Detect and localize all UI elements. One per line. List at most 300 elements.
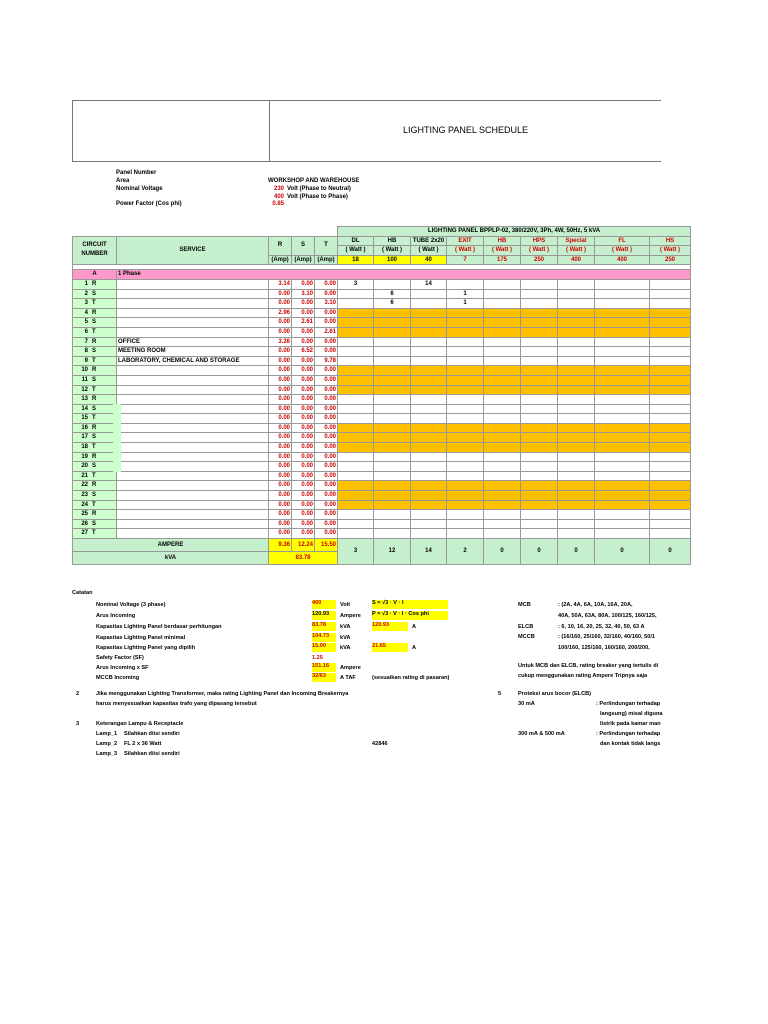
fixture-qty-cell xyxy=(484,491,521,501)
section-label: 1 Phase xyxy=(117,270,691,280)
r-amp-cell: 2.61 xyxy=(292,318,315,328)
service-cell xyxy=(117,452,269,462)
r-amp-header: (Amp) xyxy=(269,255,292,265)
section-code: A xyxy=(73,270,117,280)
circuit-number-cell xyxy=(73,471,117,481)
r-amp-cell: 0.00 xyxy=(292,491,315,501)
fixture-qty-cell xyxy=(521,404,558,414)
fixture-qty-cell xyxy=(338,500,374,510)
fixture-qty-cell xyxy=(338,423,374,433)
fixture-qty-cell xyxy=(521,299,558,309)
r-header: R xyxy=(269,236,292,255)
fixture-watt-label-2: ( Watt ) xyxy=(411,246,447,256)
fixture-qty-cell xyxy=(484,433,521,443)
fixture-qty-cell xyxy=(484,471,521,481)
fixture-name-4: HB xyxy=(484,236,521,246)
fixture-qty-cell xyxy=(558,443,595,453)
ampere-label: AMPERE xyxy=(73,539,269,552)
fixture-qty-cell xyxy=(484,318,521,328)
circuit-number: 23 xyxy=(81,492,88,499)
r-amp-cell: 0.00 xyxy=(269,414,292,424)
circuit-number: 20 xyxy=(81,463,88,470)
kapasitas-minimal-unit: kVA xyxy=(340,635,351,641)
fixture-qty-cell xyxy=(484,395,521,405)
fixture-qty-cell xyxy=(650,462,691,472)
fixture-qty-cell xyxy=(558,395,595,405)
fixture-qty-cell xyxy=(595,481,650,491)
fixture-qty-cell xyxy=(595,404,650,414)
fixture-qty-cell xyxy=(484,356,521,366)
safety-factor-note: Safety Factor (SF) xyxy=(96,655,144,661)
fixture-qty-cell xyxy=(411,289,447,299)
fixture-qty-cell xyxy=(521,414,558,424)
fixture-qty-cell xyxy=(558,279,595,289)
service-header: SERVICE xyxy=(117,236,269,265)
circuit-number-cell xyxy=(73,375,117,385)
fixture-qty-cell xyxy=(595,366,650,376)
elcb-label: ELCB xyxy=(518,624,534,630)
fixture-qty-cell: 6 xyxy=(374,289,411,299)
r-amp-cell: 0.00 xyxy=(269,318,292,328)
service-cell: OFFICE xyxy=(117,337,269,347)
lamp-2-value: FL 2 x 36 Watt xyxy=(124,741,162,747)
mccb-label: MCCB xyxy=(518,634,535,640)
arus-sf-unit: Ampere xyxy=(340,665,361,671)
fixture-total: 12 xyxy=(374,539,411,565)
r-amp-cell: 0.00 xyxy=(315,279,338,289)
r-amp-cell: 0.00 xyxy=(315,500,338,510)
mccb-ratings-cont: 100/160, 125/160, 160/160, 200/200, xyxy=(558,645,650,651)
r-amp-cell: 0.00 xyxy=(315,423,338,433)
fixture-qty-cell xyxy=(650,299,691,309)
table-row xyxy=(73,366,691,376)
t-amp-header: (Amp) xyxy=(315,255,338,265)
table-row xyxy=(73,510,691,520)
table-row xyxy=(73,395,691,405)
service-cell xyxy=(117,308,269,318)
fixture-qty-cell xyxy=(411,529,447,539)
circuit-number-cell xyxy=(73,491,117,501)
circuit-number-cell xyxy=(73,279,117,289)
fixture-qty-cell xyxy=(374,519,411,529)
arus-sf-note: Arus Incoming x SF xyxy=(96,665,149,671)
fixture-qty-cell xyxy=(484,327,521,337)
fixture-watt-3: 7 xyxy=(447,255,484,265)
fixture-qty-cell xyxy=(558,423,595,433)
circuit-phase: T xyxy=(92,530,96,537)
fixture-qty-cell xyxy=(650,347,691,357)
fixture-qty-cell xyxy=(521,481,558,491)
fixture-qty-cell xyxy=(595,452,650,462)
fixture-qty-cell xyxy=(650,375,691,385)
fixture-qty-cell xyxy=(521,529,558,539)
r-amp-cell: 0.00 xyxy=(292,510,315,520)
fixture-qty-cell xyxy=(447,375,484,385)
fixture-watt-label-8: ( Watt ) xyxy=(650,246,691,256)
r-amp-cell: 9.78 xyxy=(315,356,338,366)
area-label: Area xyxy=(116,177,130,184)
fixture-qty-cell xyxy=(521,347,558,357)
fixture-qty-cell xyxy=(411,308,447,318)
fixture-qty-cell xyxy=(558,414,595,424)
lamp-1-value: Silahkan diisi sendiri xyxy=(124,731,180,737)
circuit-number-cell xyxy=(73,327,117,337)
fixture-qty-cell xyxy=(595,327,650,337)
fixture-total: 14 xyxy=(411,539,447,565)
fixture-watt-label-7: ( Watt ) xyxy=(595,246,650,256)
fixture-qty-cell xyxy=(338,404,374,414)
circuit-number: 10 xyxy=(81,367,88,374)
fixture-qty-cell xyxy=(411,481,447,491)
fixture-qty-cell xyxy=(447,491,484,501)
fixture-name-2: TUBE 2x20 xyxy=(411,236,447,246)
proteksi-desc-4: : Perlindungan terhadap xyxy=(596,731,661,737)
fixture-qty-cell xyxy=(374,308,411,318)
mccb-incoming-note: MCCB Incoming xyxy=(96,675,140,681)
fixture-qty-cell xyxy=(558,327,595,337)
fixture-watt-label-6: ( Watt ) xyxy=(558,246,595,256)
fixture-qty-cell xyxy=(558,481,595,491)
r-amp-cell: 0.00 xyxy=(315,491,338,501)
nominal-voltage-unit: Volt xyxy=(340,602,351,608)
fixture-watt-label-4: ( Watt ) xyxy=(484,246,521,256)
fixture-qty-cell xyxy=(521,452,558,462)
fixture-qty-cell xyxy=(521,337,558,347)
number-header: NUMBER xyxy=(81,251,108,258)
keterangan-heading: Keterangan Lampu & Receptacle xyxy=(96,721,184,727)
r-amp-cell: 0.00 xyxy=(315,510,338,520)
circuit-phase: T xyxy=(92,357,96,364)
circuit-number: 2 xyxy=(84,290,88,297)
fixture-qty-cell xyxy=(411,452,447,462)
mcb-ratings-cont: 40A, 50A, 63A, 80A, 100/125, 160/125, xyxy=(558,613,657,619)
fixture-qty-cell xyxy=(411,337,447,347)
table-row xyxy=(73,356,691,366)
fixture-qty-cell xyxy=(338,327,374,337)
fixture-qty-cell xyxy=(595,356,650,366)
fixture-qty-cell xyxy=(447,433,484,443)
fixture-qty-cell xyxy=(484,423,521,433)
fixture-qty-cell xyxy=(411,366,447,376)
r-amp-cell: 0.00 xyxy=(292,337,315,347)
fixture-name-5: HPS xyxy=(521,236,558,246)
r-amp-cell: 0.00 xyxy=(292,500,315,510)
r-amp-cell: 0.00 xyxy=(315,289,338,299)
table-row xyxy=(73,481,691,491)
r-amp-cell: 0.00 xyxy=(292,366,315,376)
fixture-total: 2 xyxy=(447,539,484,565)
circuit-number: 27 xyxy=(81,530,88,537)
voltage-phase-phase-desc: Volt (Phase to Phase) xyxy=(287,193,348,200)
fixture-qty-cell xyxy=(650,404,691,414)
fixture-qty-cell xyxy=(447,327,484,337)
circuit-number-cell xyxy=(73,500,117,510)
fixture-qty-cell xyxy=(521,366,558,376)
proteksi-desc-1: : Perlindungan terhadap xyxy=(596,701,661,707)
fixture-qty-cell xyxy=(374,423,411,433)
service-cell xyxy=(117,462,269,472)
fixture-qty-cell xyxy=(484,289,521,299)
fixture-qty-cell xyxy=(374,510,411,520)
fixture-qty-cell xyxy=(521,491,558,501)
fixture-qty-cell xyxy=(374,366,411,376)
fixture-qty-cell xyxy=(484,385,521,395)
fixture-watt-7: 400 xyxy=(595,255,650,265)
service-cell xyxy=(117,404,269,414)
circuit-number: 5 xyxy=(84,319,88,326)
fixture-qty-cell xyxy=(484,519,521,529)
fixture-qty-cell xyxy=(595,491,650,501)
circuit-number: 25 xyxy=(81,511,88,518)
r-amp-cell: 0.00 xyxy=(292,462,315,472)
circuit-number: 7 xyxy=(84,338,88,345)
fixture-qty-cell xyxy=(447,452,484,462)
fixture-qty-cell xyxy=(374,491,411,501)
r-amp-cell: 2.96 xyxy=(269,308,292,318)
r-amp-cell: 0.00 xyxy=(292,519,315,529)
fixture-qty-cell xyxy=(484,279,521,289)
table-row xyxy=(73,423,691,433)
r-amp-cell: 0.00 xyxy=(269,375,292,385)
circuit-number: 12 xyxy=(81,386,88,393)
fixture-qty-cell xyxy=(558,452,595,462)
table-row xyxy=(73,452,691,462)
circuit-phase: R xyxy=(92,424,97,431)
circuit-number-cell xyxy=(73,366,117,376)
circuit-phase: T xyxy=(92,501,96,508)
table-row xyxy=(73,337,691,347)
r-amp-cell: 0.00 xyxy=(292,433,315,443)
note-number-5: 5 xyxy=(498,691,502,697)
r-amp-cell: 0.00 xyxy=(292,452,315,462)
mccb-ratings: : (16/160, 25/160, 32/160, 40/160, 50/1 xyxy=(558,634,656,640)
fixture-qty-cell xyxy=(447,366,484,376)
fixture-qty-cell xyxy=(595,289,650,299)
fixture-qty-cell xyxy=(484,462,521,472)
fixture-qty-cell xyxy=(595,375,650,385)
fixture-qty-cell xyxy=(521,510,558,520)
r-amp-cell: 6.52 xyxy=(292,347,315,357)
r-amp-cell: 0.00 xyxy=(269,471,292,481)
table-row xyxy=(73,529,691,539)
fixture-qty-cell xyxy=(338,433,374,443)
total-kva: 83.78 xyxy=(269,552,338,565)
circuit-number-cell xyxy=(73,462,117,472)
fixture-qty-cell xyxy=(650,529,691,539)
fixture-qty-cell xyxy=(558,462,595,472)
r-amp-cell: 0.00 xyxy=(315,337,338,347)
kapasitas-perhitungan-value: 83.78 xyxy=(312,622,326,628)
fixture-name-1: HB xyxy=(374,236,411,246)
r-amp-cell: 0.00 xyxy=(315,452,338,462)
r-amp-cell: 0.00 xyxy=(269,519,292,529)
panel-number-label: Panel Number xyxy=(116,170,157,176)
fixture-qty-cell xyxy=(484,443,521,453)
fixture-qty-cell xyxy=(650,519,691,529)
fixture-qty-cell xyxy=(374,337,411,347)
fixture-qty-cell xyxy=(447,356,484,366)
r-amp-cell: 0.00 xyxy=(269,356,292,366)
circuit-number-cell xyxy=(73,481,117,491)
fixture-qty-cell xyxy=(411,404,447,414)
fixture-qty-cell xyxy=(338,347,374,357)
table-row xyxy=(73,289,691,299)
circuit-number: 3 xyxy=(84,300,88,307)
panel-info-labels xyxy=(116,170,182,209)
r-amp-cell: 0.00 xyxy=(269,481,292,491)
fixture-qty-cell xyxy=(374,404,411,414)
arus-incoming-note: Arus Incoming xyxy=(96,613,136,619)
r-amp-cell: 0.00 xyxy=(269,462,292,472)
fixture-qty-cell xyxy=(447,308,484,318)
fixture-qty-cell xyxy=(650,452,691,462)
fixture-qty-cell xyxy=(595,308,650,318)
service-cell xyxy=(117,289,269,299)
circuit-number-cell xyxy=(73,395,117,405)
fixture-qty-cell xyxy=(338,452,374,462)
service-cell xyxy=(117,327,269,337)
fixture-qty-cell xyxy=(558,289,595,299)
kapasitas-dipilih-ampere: 21.65 xyxy=(372,643,386,649)
fixture-qty-cell xyxy=(447,462,484,472)
fixture-qty-cell xyxy=(374,433,411,443)
fixture-qty-cell xyxy=(521,289,558,299)
service-cell xyxy=(117,510,269,520)
fixture-total: 0 xyxy=(650,539,691,565)
kapasitas-perhitungan-unit: kVA xyxy=(340,624,351,630)
service-cell xyxy=(117,471,269,481)
service-cell xyxy=(117,385,269,395)
fixture-qty-cell xyxy=(484,481,521,491)
r-amp-cell: 0.00 xyxy=(269,433,292,443)
fixture-qty-cell xyxy=(484,347,521,357)
arus-sf-value: 151.16 xyxy=(312,663,330,669)
r-amp-cell: 0.00 xyxy=(269,395,292,405)
r-amp-cell: 0.00 xyxy=(269,347,292,357)
circuit-number-cell xyxy=(73,529,117,539)
service-cell xyxy=(117,299,269,309)
service-cell xyxy=(117,279,269,289)
fixture-qty-cell xyxy=(374,375,411,385)
circuit-number: 4 xyxy=(84,309,88,316)
circuit-phase: S xyxy=(92,319,97,326)
fixture-qty-cell xyxy=(374,356,411,366)
fixture-qty-cell xyxy=(521,433,558,443)
table-row xyxy=(73,385,691,395)
fixture-qty-cell xyxy=(447,395,484,405)
fixture-qty-cell xyxy=(558,510,595,520)
fixture-qty-cell xyxy=(595,471,650,481)
r-amp-cell: 0.00 xyxy=(315,385,338,395)
fixture-name-6: Special xyxy=(558,236,595,246)
fixture-qty-cell xyxy=(447,443,484,453)
fixture-total: 0 xyxy=(484,539,521,565)
fixture-qty-cell xyxy=(650,279,691,289)
circuit-number: 8 xyxy=(84,348,88,355)
power-factor-value: 0.85 xyxy=(272,201,284,208)
fixture-qty-cell xyxy=(374,529,411,539)
service-cell xyxy=(117,519,269,529)
t-header: T xyxy=(315,236,338,255)
fixture-qty-cell xyxy=(558,366,595,376)
fixture-qty-cell xyxy=(338,481,374,491)
r-amp-cell: 3.10 xyxy=(315,299,338,309)
r-amp-cell: 0.00 xyxy=(269,289,292,299)
fixture-qty-cell xyxy=(521,443,558,453)
table-row xyxy=(73,308,691,318)
fixture-qty-cell xyxy=(521,385,558,395)
kva-label: kVA xyxy=(73,552,269,565)
kapasitas-dipilih-unit: kVA xyxy=(340,645,351,651)
fixture-qty-cell xyxy=(650,414,691,424)
kapasitas-minimal-note: Kapasitas Lighting Panel minimal xyxy=(96,635,186,641)
fixture-qty-cell xyxy=(338,529,374,539)
safety-factor-value: 1.25 xyxy=(312,655,323,661)
circuit-phase: S xyxy=(92,434,97,441)
fixture-qty-cell xyxy=(447,337,484,347)
fixture-watt-label-5: ( Watt ) xyxy=(521,246,558,256)
area-value: WORKSHOP AND WAREHOUSE xyxy=(268,178,360,184)
fixture-qty-cell xyxy=(447,404,484,414)
fixture-qty-cell xyxy=(374,462,411,472)
circuit-phase: S xyxy=(92,520,97,527)
fixture-watt-label-3: ( Watt ) xyxy=(447,246,484,256)
circuit-phase: R xyxy=(92,280,97,287)
fixture-qty-cell xyxy=(558,385,595,395)
lamp-1-label: Lamp_1 xyxy=(96,731,118,737)
fixture-qty-cell xyxy=(338,395,374,405)
jika-note-2: harus menyesuaikan kapasitas trafo yang dipasang tersebut xyxy=(96,701,257,707)
r-amp-cell: 0.00 xyxy=(315,318,338,328)
table-row xyxy=(73,519,691,529)
fixture-qty-cell xyxy=(595,395,650,405)
mcb-ratings: : (2A, 4A, 6A, 10A, 16A, 20A, xyxy=(558,602,633,608)
proteksi-desc-3: listrik pada kamar man xyxy=(600,721,661,727)
r-amp-cell: 0.00 xyxy=(315,481,338,491)
total-s: 12.24 xyxy=(292,539,315,552)
circuit-number-cell xyxy=(73,510,117,520)
table-row xyxy=(73,433,691,443)
r-amp-cell: 0.00 xyxy=(315,433,338,443)
service-cell xyxy=(117,491,269,501)
voltage-phase-neutral-desc: Volt (Phase to Neutral) xyxy=(287,185,351,192)
fixture-qty-cell xyxy=(521,395,558,405)
circuit-phase: T xyxy=(92,386,96,393)
r-amp-cell: 0.00 xyxy=(292,299,315,309)
fixture-qty-cell xyxy=(595,423,650,433)
kapasitas-dipilih-value: 15.00 xyxy=(312,643,326,649)
r-amp-cell: 0.00 xyxy=(269,385,292,395)
kapasitas-dipilih-ampere-unit: A xyxy=(412,645,417,651)
table-row xyxy=(73,491,691,501)
fixture-qty-cell xyxy=(411,510,447,520)
notes-heading: Catatan xyxy=(72,590,93,596)
fixture-watt-0: 18 xyxy=(338,255,374,265)
lamp-2-label: Lamp_2 xyxy=(96,741,118,747)
r-amp-cell: 0.00 xyxy=(292,529,315,539)
fixture-qty-cell xyxy=(558,491,595,501)
circuit-number: 1 xyxy=(84,280,88,287)
fixture-qty-cell xyxy=(484,529,521,539)
fixture-qty-cell xyxy=(374,452,411,462)
fixture-name-7: FL xyxy=(595,236,650,246)
fixture-qty-cell: 1 xyxy=(447,289,484,299)
r-amp-cell: 0.00 xyxy=(269,452,292,462)
formula-s: S = √3 · V · I xyxy=(372,600,404,606)
circuit-phase: R xyxy=(92,482,97,489)
schedule-table xyxy=(72,226,691,565)
total-t: 15.50 xyxy=(315,539,338,552)
